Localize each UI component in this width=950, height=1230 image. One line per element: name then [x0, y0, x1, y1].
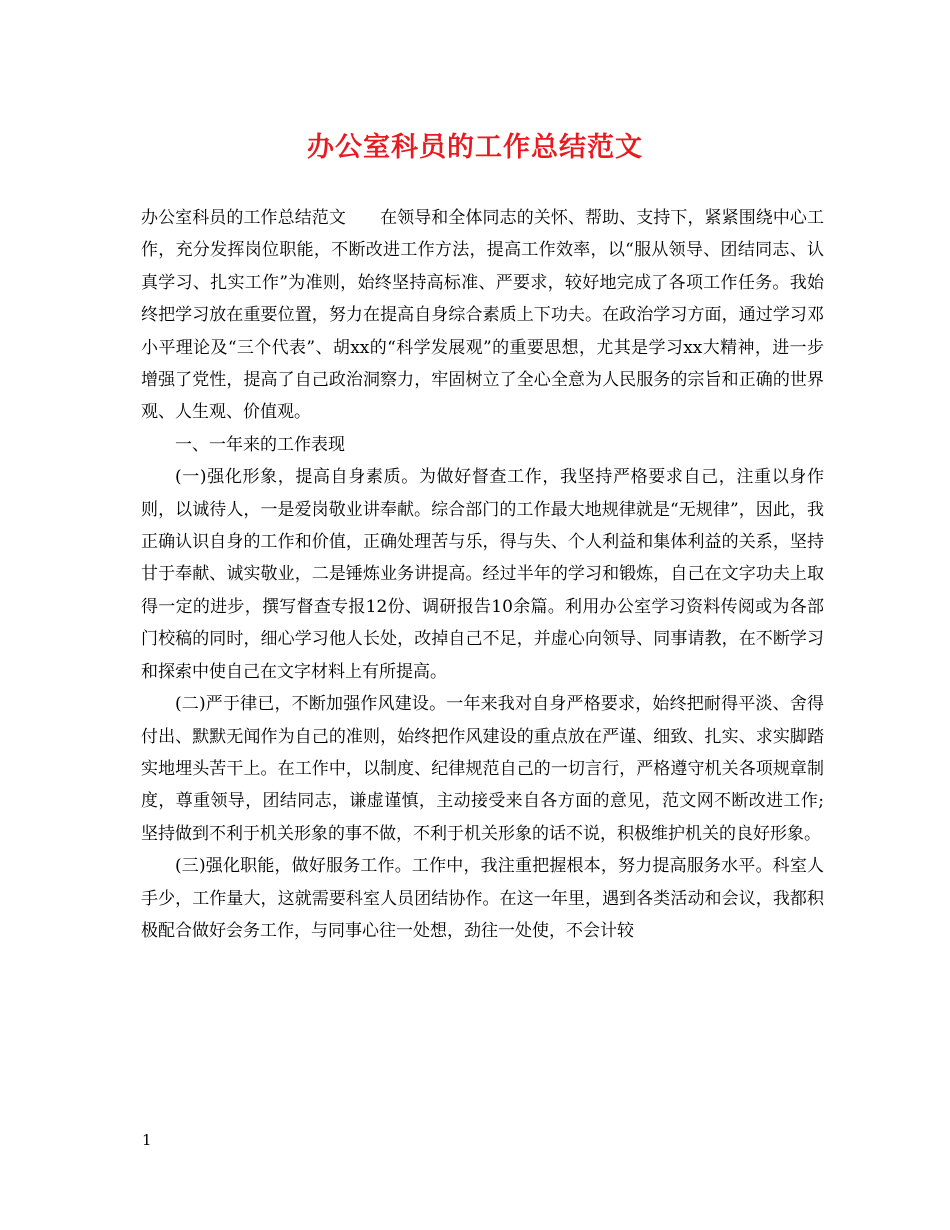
body-paragraph-intro: 办公室科员的工作总结范文 在领导和全体同志的关怀、帮助、支持下，紧紧围绕中心工作，充分发挥岗位职能，不断改进工作方法，提高工作效率，以“服从领导、团结同志、认真学习、扎实工作”为准则，始终坚持高标准、严要求，较好地完成了各项工作任务。我始终把学习放在重要位置，努力在提高自身综合素质上下功夫。在政治学习方面，通过学习邓小平理论及“三个代表”、胡xx的“科学发展观”的重要思想，尤其是学习xx大精神，进一步增强了党性，提高了自己政治洞察力，牢固树立了全心全意为人民服务的宗旨和正确的世界观、人生观、价值观。	[141, 208, 824, 423]
body-paragraph-1: (一)强化形象，提高自身素质。为做好督查工作，我坚持严格要求自己，注重以身作则，以诚待人，一是爱岗敬业讲奉献。综合部门的工作最大地规律就是“无规律”，因此，我正确认识自身的工作和价值，正确处理苦与乐，得与失、个人利益和集体利益的关系，坚持甘于奉献、诚实敬业，二是锤炼业务讲提高。经过半年的学习和锻炼，自己在文字功夫上取得一定的进步，撰写督查专报12份、调研报告10余篇。利用办公室学习资料传阅或为各部门校稿的同时，细心学习他人长处，改掉自己不足，并虚心向领导、同事请教，在不断学习和探索中使自己在文字材料上有所提高。	[141, 467, 824, 682]
document-title: 办公室科员的工作总结范文	[307, 132, 643, 163]
page-number: 1	[142, 1131, 152, 1149]
body-paragraph-2: (二)严于律已，不断加强作风建设。一年来我对自身严格要求，始终把耐得平淡、舍得付出、默默无闻作为自己的准则，始终把作风建设的重点放在严谨、细致、扎实、求实脚踏实地埋头苦干上。在工作中，以制度、纪律规范自己的一切言行，严格遵守机关各项规章制度，尊重领导，团结同志，谦虚谨慎，主动接受来自各方面的意见，范文网不断改进工作;坚持做到不利于机关形象的事不做，不利于机关形象的话不说，积极维护机关的良好形象。	[141, 694, 824, 844]
section-heading: 一、一年来的工作表现	[175, 434, 345, 455]
document-body	[141, 202, 824, 947]
body-paragraph-3: (三)强化职能，做好服务工作。工作中，我注重把握根本，努力提高服务水平。科室人手少，工作量大，这就需要科室人员团结协作。在这一年里，遇到各类活动和会议，我都积极配合做好会务工作，与同事心往一处想，劲往一处使，不会计较	[141, 856, 824, 941]
